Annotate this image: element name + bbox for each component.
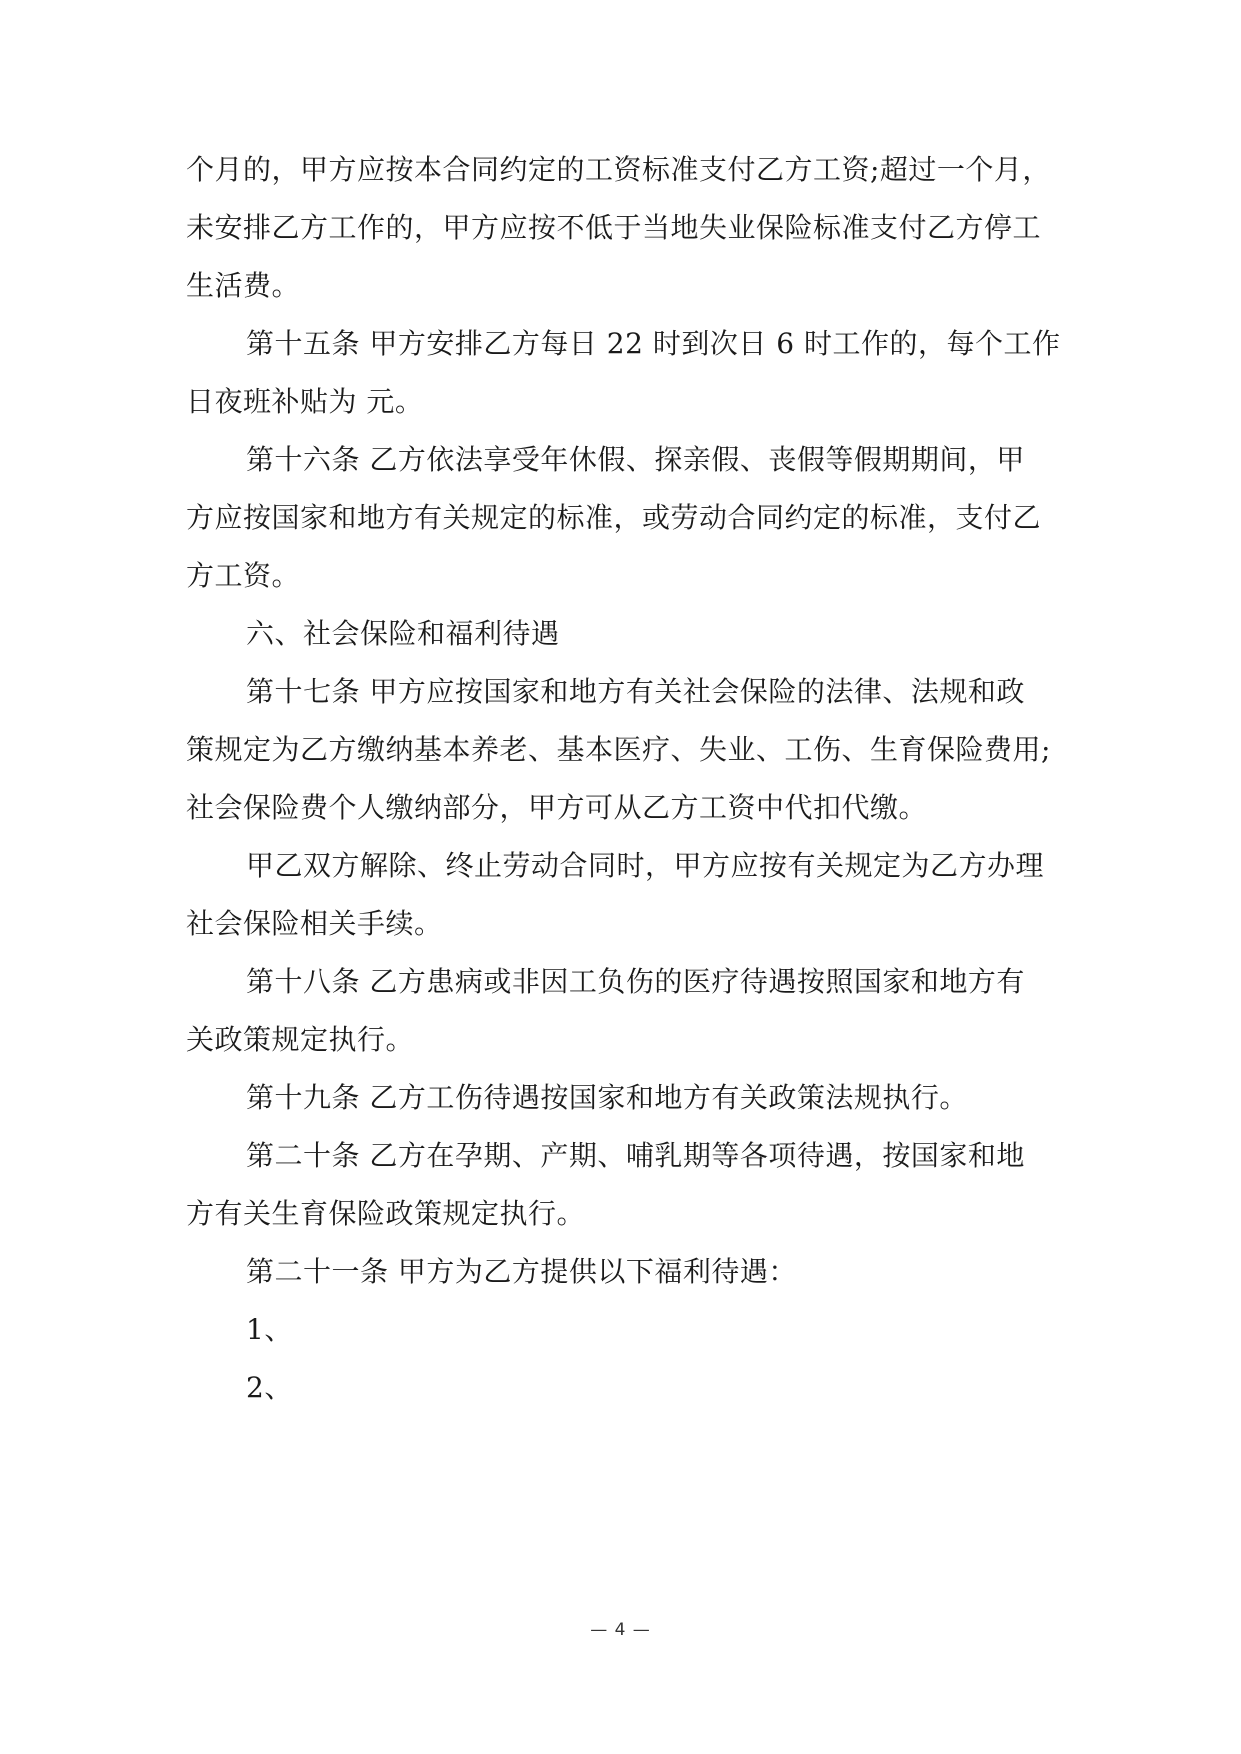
list-item-1: 1、	[246, 1313, 293, 1346]
article-17-line-1: 第十七条 甲方应按国家和地方有关社会保险的法律、法规和政	[246, 675, 1025, 708]
termination-paragraph-line-2: 社会保险相关手续。	[186, 907, 443, 940]
article-15-line-1: 第十五条 甲方安排乙方每日 22 时到次日 6 时工作的，每个工作	[246, 327, 1061, 360]
article-16-line-2: 方应按国家和地方有关规定的标准，或劳动合同约定的标准，支付乙	[186, 501, 1042, 534]
article-20-line-2: 方有关生育保险政策规定执行。	[186, 1197, 586, 1230]
termination-paragraph-line-1: 甲乙双方解除、终止劳动合同时，甲方应按有关规定为乙方办理	[246, 849, 1045, 882]
article-16-line-1: 第十六条 乙方依法享受年休假、探亲假、丧假等假期期间，甲	[246, 443, 1025, 476]
article-17-line-3: 社会保险费个人缴纳部分，甲方可从乙方工资中代扣代缴。	[186, 791, 928, 824]
list-item-2: 2、	[246, 1371, 293, 1404]
section-heading-social-insurance: 六、社会保险和福利待遇	[246, 617, 560, 650]
article-18-line-2: 关政策规定执行。	[186, 1023, 415, 1056]
article-15-line-2: 日夜班补贴为 元。	[186, 385, 424, 418]
article-20-line-1: 第二十条 乙方在孕期、产期、哺乳期等各项待遇，按国家和地	[246, 1139, 1025, 1172]
article-18-line-1: 第十八条 乙方患病或非因工负伤的医疗待遇按照国家和地方有	[246, 965, 1025, 998]
article-21-line-1: 第二十一条 甲方为乙方提供以下福利待遇：	[246, 1255, 797, 1288]
page-number: — 4 —	[590, 1620, 651, 1640]
article-17-line-2: 策规定为乙方缴纳基本养老、基本医疗、失业、工伤、生育保险费用;	[186, 733, 1051, 766]
article-19-line-1: 第十九条 乙方工伤待遇按国家和地方有关政策法规执行。	[246, 1081, 968, 1114]
article-16-line-3: 方工资。	[186, 559, 301, 592]
text-line-2: 未安排乙方工作的，甲方应按不低于当地失业保险标准支付乙方停工	[186, 211, 1042, 244]
text-line-1: 个月的，甲方应按本合同约定的工资标准支付乙方工资;超过一个月，	[186, 153, 1051, 186]
text-line-3: 生活费。	[186, 269, 301, 302]
